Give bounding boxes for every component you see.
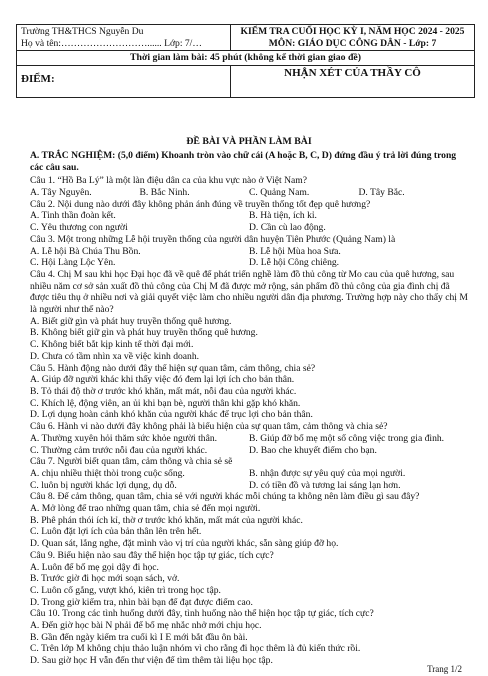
exam-subject: MÔN: GIÁO DỤC CÔNG DÂN - Lớp: 7 [268, 37, 437, 49]
option[interactable]: C. Yêu thương con người [30, 222, 128, 234]
option[interactable]: A. chịu nhiều thiệt thòi trong cuộc sống. [30, 467, 185, 479]
question-2-options-row1 [30, 210, 468, 222]
question-1: Câu 1. “Hồ Ba Lý” là một làn điệu dân ca của khu vực nào ở Việt Nam? [30, 175, 307, 187]
option[interactable]: A. Giúp đỡ người khác khi thấy việc đó đem lại lợi ích cho bản thân. [30, 374, 295, 386]
exam-time: Thời gian làm bài: 45 phút (không kể thời gian giao đề) [17, 51, 475, 66]
option[interactable]: D. Quan sát, lắng nghe, đặt mình vào vị trí của người khác, sẵn sàng giúp đỡ họ. [30, 538, 339, 550]
exam-body [30, 136, 468, 667]
exam-title: KIỂM TRA CUỐI HỌC KỲ I, NĂM HỌC 2024 - 2025 [240, 26, 465, 37]
question-2: Câu 2. Nội dung nào dưới đây không phản ánh đúng về truyền thống tốt đẹp quê hương? [30, 198, 371, 210]
option[interactable]: B. Hà tiện, ích kỉ. [249, 210, 317, 222]
option[interactable]: A. Tinh thần đoàn kết. [30, 210, 116, 222]
option[interactable]: D. Tây Bắc. [358, 187, 405, 199]
question-6-options-row1 [30, 433, 468, 445]
option[interactable]: D. Lễ hội Công chiêng. [249, 257, 340, 269]
option[interactable]: B. Phê phán thói ích kỉ, thờ ơ trước khó khăn, mất mát của người khác. [30, 514, 303, 526]
question-7-options-row2 [30, 480, 468, 492]
option[interactable]: B. Gần đến ngày kiểm tra cuối kì I E mới bắt đầu ôn bài. [30, 631, 248, 643]
question-9: Câu 9. Biểu hiện nào sau đây thể hiện học tập tự giác, tích cực? [30, 549, 274, 561]
option[interactable]: D. Trong giờ kiểm tra, nhìn bài bạn để đạt được điểm cao. [30, 596, 253, 608]
option[interactable]: B. Lễ hội Mùa hoa Sưa. [249, 245, 341, 257]
option[interactable]: D. Cần cù lao động. [249, 222, 326, 234]
option[interactable]: C. Quảng Nam. [249, 187, 310, 199]
question-5: Câu 5. Hành động nào dưới đây thể hiện sự quan tâm, cảm thông, chia sẻ? [30, 362, 316, 374]
option[interactable]: A. Luôn để bố mẹ gọi dậy đi học. [30, 561, 159, 573]
option[interactable]: C. Khích lệ, động viên, an ủi khi bạn bè, người thân khi gặp khó khăn. [30, 397, 301, 409]
exam-body-title: ĐỀ BÀI VÀ PHẦN LÀM BÀI [186, 136, 312, 147]
option[interactable]: B. Trước giờ đi học mới soạn sách, vở. [30, 573, 180, 585]
option[interactable]: C. luôn bị người khác lợi dụng, dụ dỗ. [30, 479, 177, 491]
question-4: Câu 4. Chị M sau khi học Đại học đã về quê để phát triển nghề làm đồ thủ công từ Mo cau của quê hương, sau nhiều năm cơ sở sản xuất đồ thủ công của Chị M đã được mở rộng, sản phẩm đồ thủ công của gia đình chị đã được tiêu thụ ở nhiều nơi và giải quyết việc làm cho nhiều người dân địa phương. Trường hợp này cho thấy chị M là người như thế nào? [30, 268, 468, 316]
option[interactable]: B. Không biết giữ gìn và phát huy truyền thống quê hương. [30, 327, 258, 339]
question-6-options-row2 [30, 445, 468, 457]
exam-info-cell [231, 25, 475, 51]
question-10: Câu 10. Trong các tình huống dưới đây, tình huống nào thể hiện học tập tự giác, tích cực? [30, 608, 374, 620]
school-name: Trường TH&THCS Nguyễn Du [21, 26, 144, 37]
option[interactable]: A. Mở lòng để trao những quan tâm, chia sẻ đến mọi người. [30, 503, 261, 515]
question-6: Câu 6. Hành vi nào dưới đây không phải là biểu hiện của sự quan tâm, cảm thông và chia sẻ? [30, 421, 388, 433]
comment-label: NHẬN XÉT CỦA THẦY CÔ [284, 67, 421, 80]
option[interactable]: B. Tỏ thái độ thờ ơ trước khó khăn, mất mát, nỗi đau của người khác. [30, 386, 297, 397]
option[interactable]: A. Tây Nguyên. [30, 187, 92, 199]
question-1-options [30, 187, 468, 199]
option[interactable]: D. có tiền đồ và tương lai sáng lạn hơn. [249, 479, 401, 491]
score-label: ĐIỂM: [21, 73, 55, 86]
question-3: Câu 3. Một trong những Lễ hội truyền thống của người dân huyện Tiên Phước (Quảng Nam) là [30, 233, 396, 245]
option[interactable]: A. Biết giữ gìn và phát huy truyền thống quê hương. [30, 315, 232, 327]
question-8: Câu 8. Để cảm thông, quan tâm, chia sẻ với người khác mỗi chúng ta không nên làm điều gì sau đây? [30, 491, 420, 503]
option[interactable]: C. Hội Làng Lộc Yên. [30, 257, 116, 269]
option[interactable]: D. Chưa có tầm nhìn xa về việc kinh doanh. [30, 350, 200, 362]
option[interactable]: B. Bắc Ninh. [139, 187, 190, 199]
option[interactable]: A. Đến giờ học bài N phải để bố mẹ nhắc nhở mới chịu học. [30, 620, 262, 632]
question-2-options-row2 [30, 222, 468, 234]
page-number: Trang 1/2 [427, 664, 462, 674]
option[interactable]: D. Sau giờ học H vẫn đến thư viện để tìm thêm tài liệu học tập. [30, 655, 273, 667]
question-7-options-row1 [30, 468, 468, 480]
comment-box [231, 66, 475, 98]
option[interactable]: C. Luôn cố gắng, vượt khó, kiên trì trong học tập. [30, 584, 221, 596]
option[interactable]: B. nhận được sự yêu quý của mọi người. [249, 467, 406, 479]
option[interactable]: C. Trên lớp M không chịu thảo luận nhóm vì cho rằng đi học thêm là đủ kiến thức rồi. [30, 643, 361, 655]
option[interactable]: C. Luôn đặt lợi ích của bản thân lên trên hết. [30, 526, 202, 538]
question-3-options-row2 [30, 257, 468, 269]
option[interactable]: C. Không biết bắt kịp kinh tế thời đại mới. [30, 339, 194, 351]
option[interactable]: A. Thường xuyên hỏi thăm sức khỏe người thân. [30, 432, 218, 444]
score-box [17, 66, 231, 98]
option[interactable]: C. Thường cảm trước nỗi đau của người khác. [30, 444, 208, 456]
option[interactable]: D. Bao che khuyết điểm cho bạn. [249, 444, 377, 456]
student-info-line: Họ và tên:………………………...... Lớp: 7/… [21, 37, 202, 49]
section-a-heading: A. TRẮC NGHIỆM: (5,0 điểm) Khoanh tròn vào chữ cái (A hoặc B, C, D) đứng đầu ý trả lời đúng trong các câu sau. [30, 149, 457, 173]
option[interactable]: A. Lễ hội Bà Chúa Thu Bồn. [30, 245, 141, 257]
option[interactable]: D. Lợi dụng hoàn cảnh khó khăn của người khác để trục lợi cho bản thân. [30, 409, 313, 421]
question-7: Câu 7. Người biết quan tâm, cảm thông và chia sẻ sẽ [30, 456, 233, 468]
exam-header [16, 24, 475, 98]
school-info-cell [17, 25, 231, 51]
question-3-options-row1 [30, 246, 468, 258]
option[interactable]: B. Giúp đỡ bố mẹ một số công việc trong gia đình. [249, 432, 445, 444]
